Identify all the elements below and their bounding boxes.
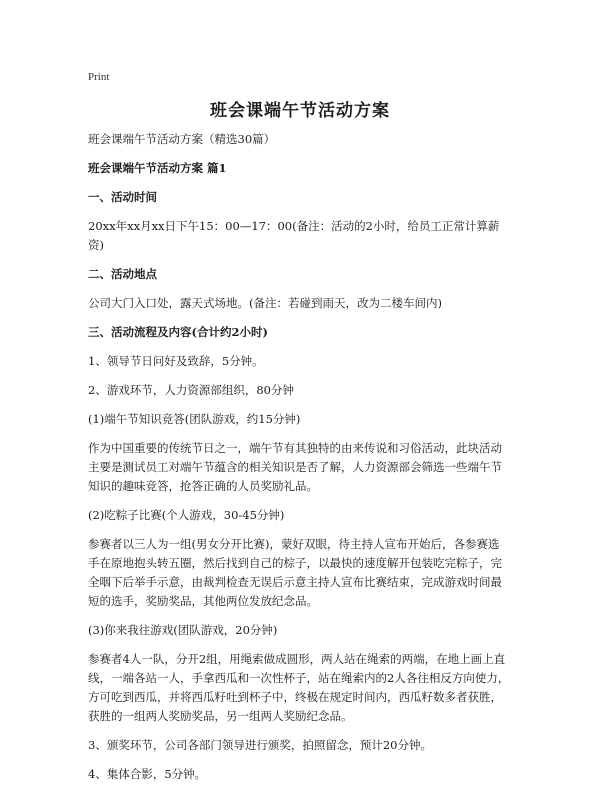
game-3-title: (3)你来我往游戏(团队游戏，20分钟)	[88, 623, 278, 637]
section-heading-process: 三、活动流程及内容(合计约2小时)	[88, 325, 268, 339]
game-2-title: (2)吃粽子比赛(个人游戏，30-45分钟)	[88, 508, 285, 522]
document-body	[88, 130, 510, 794]
step-4: 4、集体合影，5分钟。	[88, 767, 207, 781]
print-link[interactable]: Print	[88, 71, 110, 83]
section-heading-location: 二、活动地点	[88, 267, 157, 281]
game-1-title: (1)端午节知识竞答(团队游戏，约15分钟)	[88, 412, 301, 426]
step-2: 2、游戏环节，人力资源部组织，80分钟	[88, 383, 294, 397]
step-1: 1、领导节日问好及致辞，5分钟。	[88, 354, 264, 368]
section-heading-time: 一、活动时间	[88, 190, 157, 204]
game-1-text: 作为中国重要的传统节日之一，端午节有其独特的由来传说和习俗活动，此块活动主要是测试员工对端午节蕴含的相关知识是否了解，人力资源部会筛选一些端午节知识的趣味竞答，抢答正确的人员奖励礼品。	[88, 441, 502, 493]
game-3-text: 参赛者4人一队，分开2组，用绳索做成圆形，两人站在绳索的两端，在地上画上直线，一端各站一人，手拿西瓜和一次性杯子，站在绳索内的2人各往相反方向使力，方可吃到西瓜，并将西瓜籽吐到杯子中，终极在规定时间内，西瓜籽数多者获胜，获胜的一组两人奖励奖品，另一组两人奖励纪念品。	[88, 652, 510, 723]
game-2-text: 参赛者以三人为一组(男女分开比赛)，蒙好双眼，待主持人宣布开始后，各参赛选手在原地抱头转五圈，然后找到自己的棕子，以最快的速度解开包装吃完粽子，完全咽下后举手示意，由裁判检查无误后示意主持人宣布比赛结束，完成游戏时间最短的选手，奖励奖品，其他两位发放纪念品。	[88, 537, 502, 608]
section-text-time: 20xx年xx月xx日下午15：00—17：00(备注：活动的2小时，给员工正常计算薪资)	[88, 219, 500, 252]
page-title: 班会课端午节活动方案	[210, 101, 390, 121]
subtitle: 班会课端午节活动方案（精选30篇）	[88, 132, 276, 146]
article-heading: 班会课端午节活动方案 篇1	[88, 161, 227, 175]
step-3: 3、颁奖环节，公司各部门领导进行颁奖，拍照留念，预计20分钟。	[88, 738, 432, 752]
section-text-location: 公司大门入口处，露天式场地。(备注：若碰到雨天，改为二楼车间内)	[88, 296, 442, 310]
